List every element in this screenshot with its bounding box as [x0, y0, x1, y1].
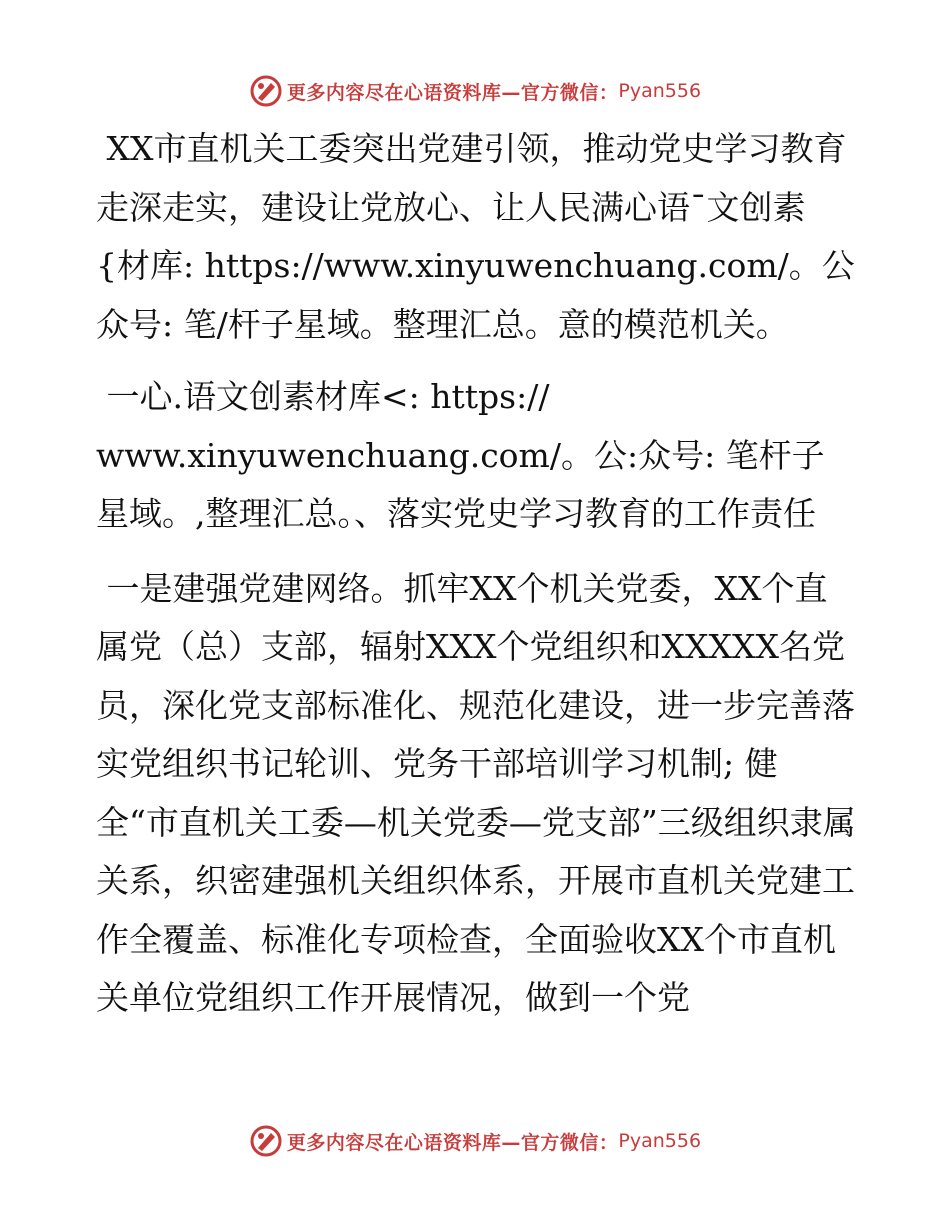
brand-logo-icon	[249, 74, 283, 108]
paragraph-intro: XX市直机关工委突出党建引领，推动党史学习教育走深走实，建设让党放心、让人民满心语¯文创素{材库: https://www.xinyuwenchuang.com/。公众号: 笔/杆子星域。整理汇总。意的模范机关。	[96, 129, 855, 344]
paragraph-party-network: 一是建强党建网络。抓牢XX个机关党委，XX个直属党（总）支部，辐射XXX个党组织和XXXXX名党员，深化党支部标准化、规范化建设，进一步完善落实党组织书记轮训、党务干部培训学习机制; 健全“市直机关工委—机关党委—党支部”三级组织隶属关系，织密建强机关组织体系，开展市直机关党建工作全覆盖、标准化专项检查，全面验收XX个市直机关单位党组织工作开展情况，做到一个党	[96, 568, 856, 1017]
banner-text: 更多内容尽在心语资料库—官方微信：	[286, 1131, 619, 1154]
paragraph-section-heading: 一心.语文创素材库<: https:// www.xinyuwenchuang.com/。公:众号: 笔杆子星域。,整理汇总。、落实党史学习教育的工作责任	[96, 377, 825, 533]
footer-watermark-banner	[0, 1121, 950, 1161]
header-watermark-banner	[0, 71, 950, 111]
document-body	[96, 120, 856, 1028]
brand-logo-icon	[249, 1124, 283, 1158]
banner-wechat-id: Pyan556	[618, 1130, 702, 1152]
banner-text: 更多内容尽在心语资料库—官方微信：	[286, 81, 619, 104]
banner-wechat-id: Pyan556	[618, 80, 702, 102]
